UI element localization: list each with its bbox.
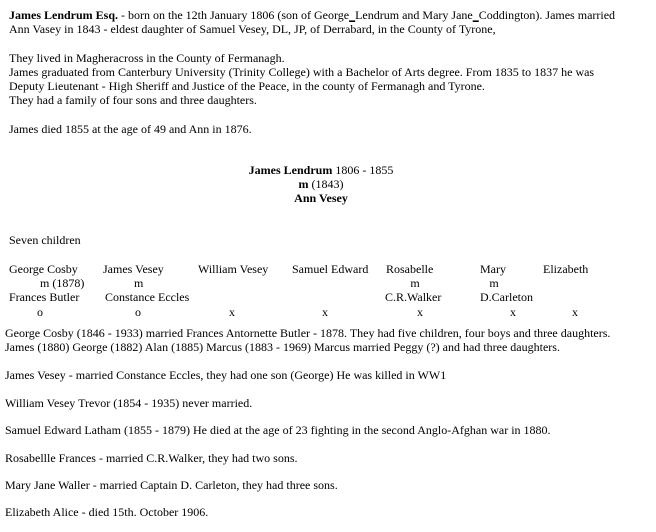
note-line: William Vesey Trevor (1854 - 1935) never married. <box>5 396 253 410</box>
note-line: George Cosby (1846 - 1933) married Frances Antornette Butler - 1878. They had five children, four boys and three daughters. <box>5 326 611 340</box>
children-heading: Seven children <box>9 233 81 247</box>
child-name: James Vesey <box>103 262 164 276</box>
child-issue-mark: o <box>37 305 43 319</box>
note-line: Samuel Edward Latham (1855 - 1879) He died at the age of 23 fighting in the second Anglo-Afghan war in 1880. <box>5 423 551 437</box>
bio-line: They had a family of four sons and three daughters. <box>9 93 257 107</box>
child-name: George Cosby <box>9 262 78 276</box>
bio-line: They lived in Magheracross in the County of Fermanagh. <box>9 51 285 65</box>
subject-name: James Lendrum Esq. <box>9 8 119 22</box>
child-married: m <box>134 276 144 290</box>
child-issue-mark: x <box>229 305 235 319</box>
child-married: m (1878) <box>40 276 85 290</box>
note-line: Rosabellle Frances - married C.R.Walker, they had two sons. <box>5 451 298 465</box>
child-spouse: Frances Butler <box>9 290 80 304</box>
intro-line-1: James Lendrum Esq. - born on the 12th January 1806 (son of George_Lendrum and Mary Jane_Coddington). James married <box>9 8 616 22</box>
marriage-husband: James Lendrum 1806 - 1855 <box>248 163 394 177</box>
marriage-m: m (1843) <box>298 177 344 191</box>
intro-line-2: Ann Vasey in 1843 - eldest daughter of Samuel Vesey, DL, JP, of Derrabard, in the County of Tyrone, <box>9 22 496 36</box>
child-issue-mark: x <box>417 305 423 319</box>
child-spouse: D.Carleton <box>480 290 533 304</box>
bio-line: James graduated from Canterbury University (Trinity College) with a Bachelor of Arts degree. From 1835 to 1837 he was <box>9 65 595 79</box>
note-line: Elizabeth Alice - died 15th. October 1906. <box>5 505 209 519</box>
child-issue-mark: x <box>322 305 328 319</box>
bio-line: Deputy Lieutenant - High Sheriff and Justice of the Peace, in the county of Fermanagh and Tyrone. <box>9 79 485 93</box>
child-issue-mark: x <box>572 305 578 319</box>
note-line: James (1880) George (1882) Alan (1885) Marcus (1883 - 1969) Marcus married Peggy (?) and had three daughters. <box>5 340 560 354</box>
note-line: Mary Jane Waller - married Captain D. Carleton, they had three sons. <box>5 478 338 492</box>
child-name: William Vesey <box>198 262 269 276</box>
death-line: James died 1855 at the age of 49 and Ann in 1876. <box>9 122 252 136</box>
child-name: Elizabeth <box>543 262 589 276</box>
child-married: m <box>410 276 420 290</box>
child-issue-mark: o <box>135 305 141 319</box>
note-line: James Vesey - married Constance Eccles, they had one son (George) He was killed in WW1 <box>5 368 447 382</box>
child-name: Rosabelle <box>386 262 434 276</box>
child-issue-mark: x <box>510 305 516 319</box>
marriage-wife: Ann Vesey <box>294 191 348 205</box>
child-name: Samuel Edward <box>292 262 369 276</box>
child-married: m <box>489 276 499 290</box>
child-spouse: Constance Eccles <box>105 290 190 304</box>
child-spouse: C.R.Walker <box>385 290 442 304</box>
child-name: Mary <box>480 262 506 276</box>
